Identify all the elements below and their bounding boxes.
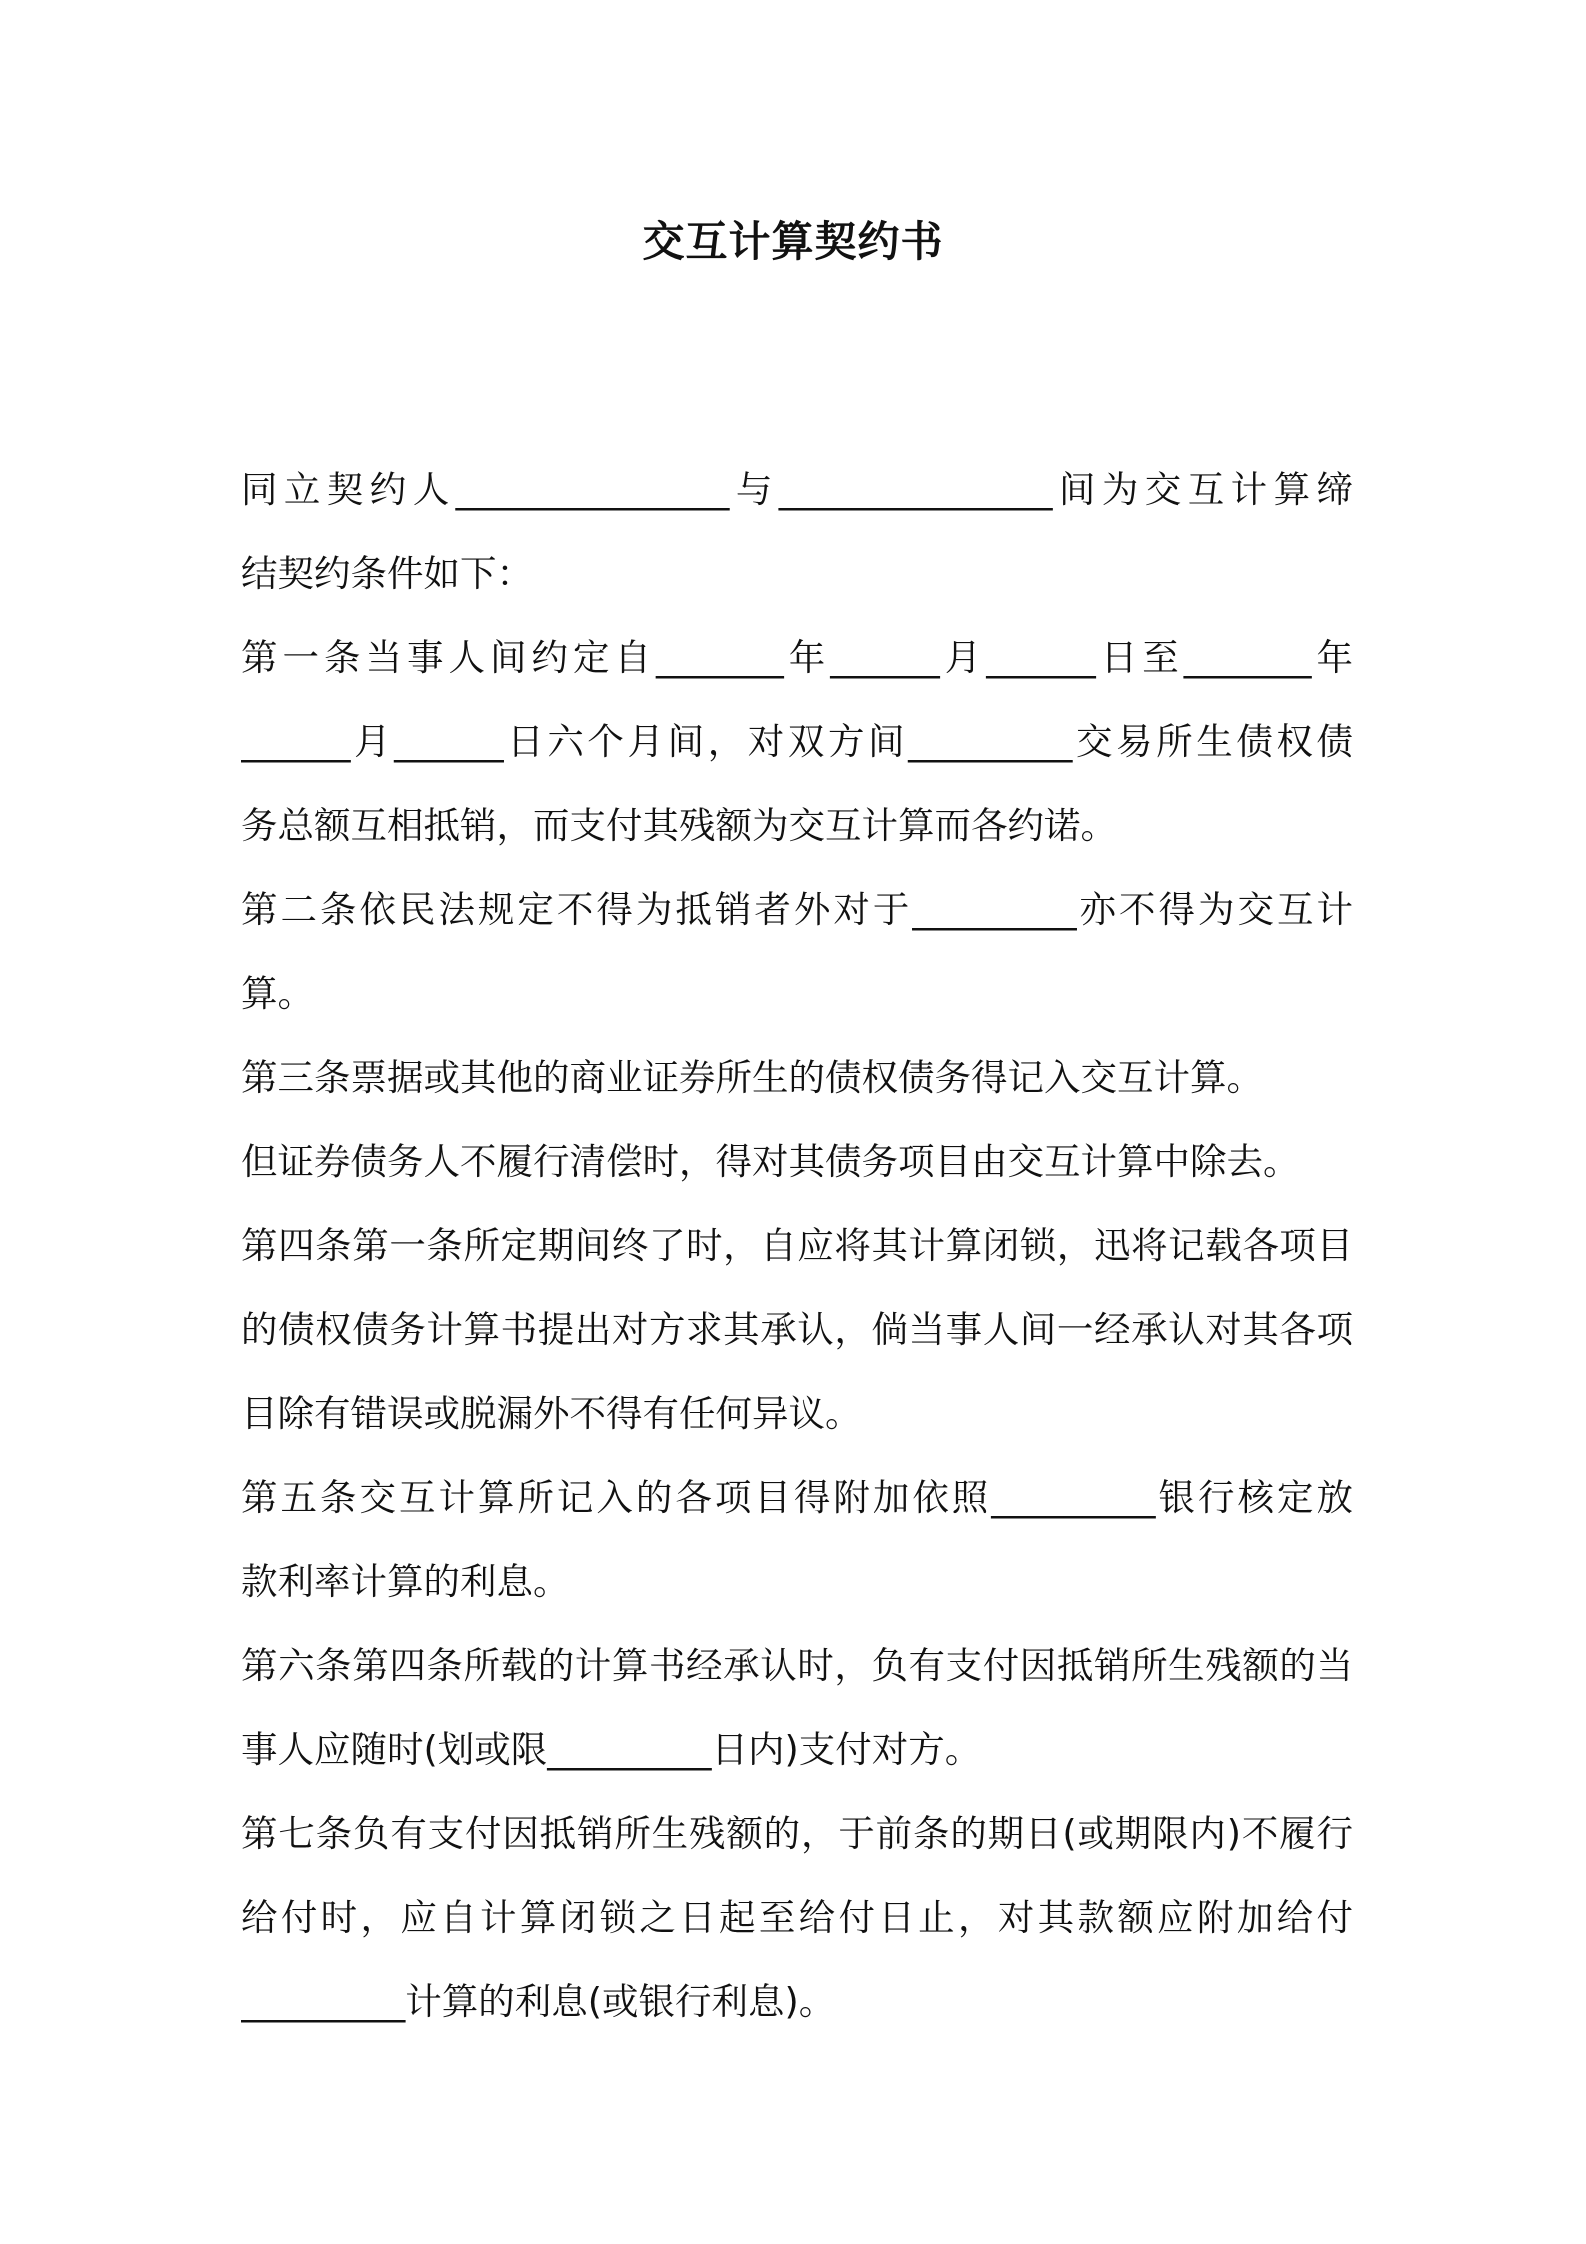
text-line: 的债权债务计算书提出对方求其承认，倘当事人间一经承认对其各项 xyxy=(241,1308,1353,1351)
text-line: 算。 xyxy=(241,972,314,1015)
text-line: 第三条票据或其他的商业证券所生的债权债务得记入交互计算。 xyxy=(241,1056,1263,1099)
text-line: 目除有错误或脱漏外不得有任何异议。 xyxy=(241,1392,862,1435)
text-line: 第一条当事人间约定自_______年______月______日至_______年 xyxy=(241,636,1353,679)
text-line: 款利率计算的利息。 xyxy=(241,1560,570,1603)
text-line: 务总额互相抵销，而支付其残额为交互计算而各约诺。 xyxy=(241,804,1117,847)
text-line: 第二条依民法规定不得为抵销者外对于_________亦不得为交互计 xyxy=(241,888,1353,931)
text-line: ______月______日六个月间，对双方间_________交易所生债权债 xyxy=(241,720,1353,763)
text-line: 结契约条件如下： xyxy=(241,552,533,595)
text-line: 第四条第一条所定期间终了时，自应将其计算闭锁，迅将记载各项目 xyxy=(241,1224,1353,1267)
text-line: 给付时，应自计算闭锁之日起至给付日止，对其款额应附加给付 xyxy=(241,1896,1353,1939)
text-line: 第六条第四条所载的计算书经承认时，负有支付因抵销所生残额的当 xyxy=(241,1644,1353,1687)
text-line: 第七条负有支付因抵销所生残额的，于前条的期日(或期限内)不履行 xyxy=(241,1812,1353,1855)
document-title: 交互计算契约书 xyxy=(642,217,944,266)
text-line: 同立契约人_______________与_______________间为交互计算缔 xyxy=(241,468,1353,511)
text-line: _________计算的利息(或银行利息)。 xyxy=(241,1980,836,2023)
document-body xyxy=(241,448,1353,2044)
text-line: 第五条交互计算所记入的各项目得附加依照_________银行核定放 xyxy=(241,1476,1353,1519)
text-line: 但证券债务人不履行清偿时，得对其债务项目由交互计算中除去。 xyxy=(241,1140,1300,1183)
text-line: 事人应随时(划或限_________日内)支付对方。 xyxy=(241,1728,982,1771)
